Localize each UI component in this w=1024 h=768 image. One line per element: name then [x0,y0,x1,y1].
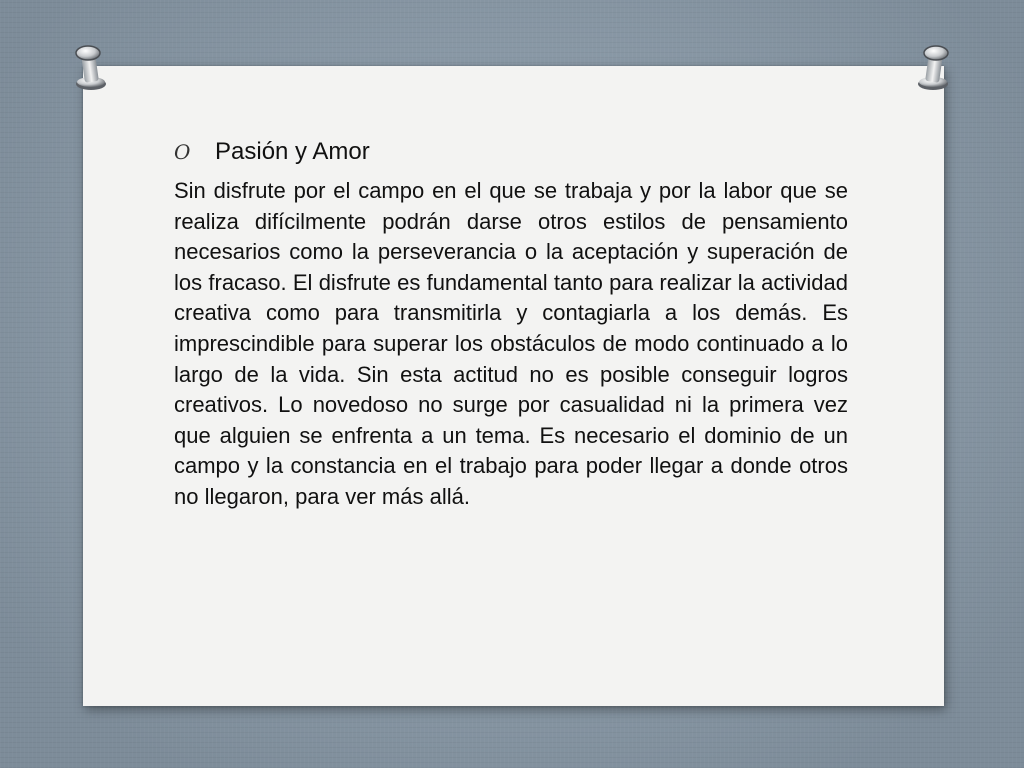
slide-content [174,138,848,513]
pushpin-icon [912,40,958,92]
bullet-marker: O [174,140,191,164]
body-paragraph: Sin disfrute por el campo en el que se trabaja y por la labor que se realiza difícilmente podrán darse otros estilos de pensamiento necesarios como la perseverancia o la aceptación y superación de los fracaso. El disfrute es fundamental tanto para realizar la actividad creativa como para transmitirla y contagiarla a los demás. Es imprescindible para superar los obstáculos de modo continuado a lo largo de la vida. Sin esta actitud no es posible conseguir logros creativos. Lo novedoso no surge por casualidad ni la primera vez que alguien se enfrenta a un tema. Es necesario el dominio de un campo y la constancia en el trabajo para poder llegar a donde otros no llegaron, para ver más allá. [174,178,848,509]
bullet-item [174,138,848,166]
pushpin-icon [66,40,112,92]
slide-heading: Pasión y Amor [215,138,370,165]
